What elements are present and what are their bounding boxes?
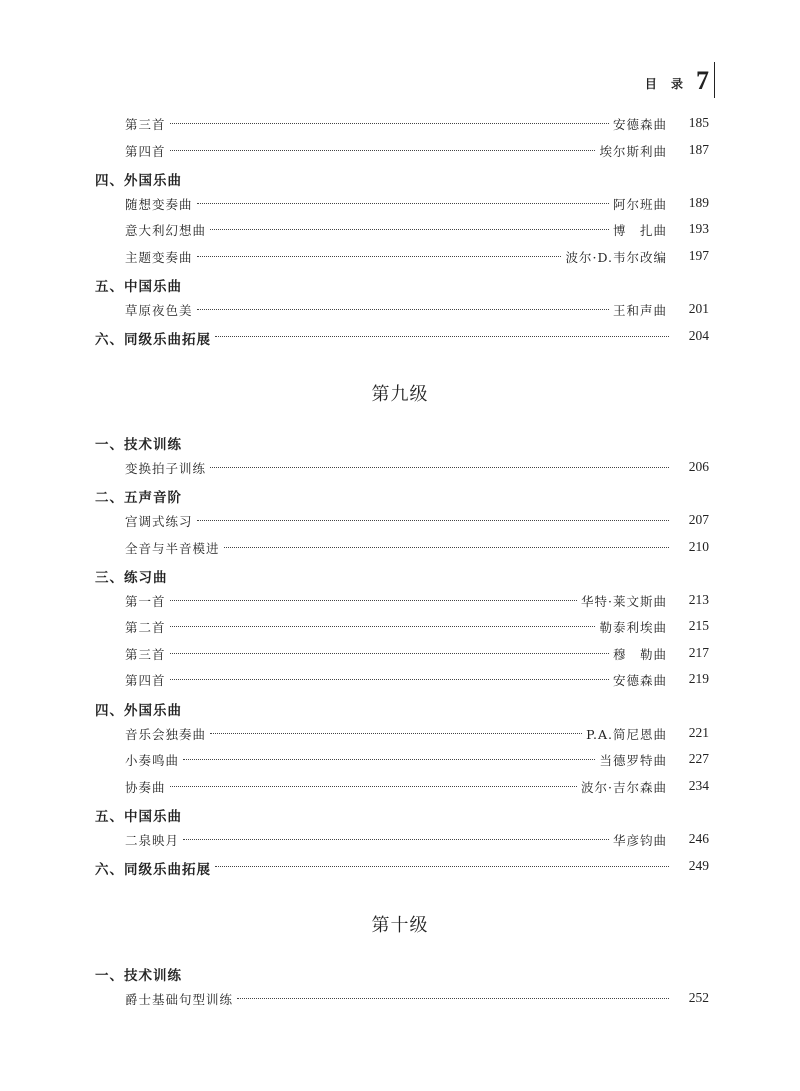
header-page-number: 7 — [696, 66, 709, 95]
entry-title: 第三首 — [125, 647, 166, 662]
entry-author: 波尔·吉尔森曲 — [581, 780, 667, 795]
toc-section-row — [0, 805, 800, 825]
entry-author: 华特·莱文斯曲 — [581, 594, 667, 609]
entry-page-number: 246 — [688, 831, 709, 846]
dot-leader — [170, 679, 609, 680]
dot-leader — [183, 759, 595, 760]
toc-entry-row — [0, 459, 800, 479]
entry-page-number: 217 — [688, 645, 709, 660]
toc-section-row — [0, 486, 800, 506]
entry-title: 意大利幻想曲 — [125, 223, 207, 238]
toc-entry-row — [0, 990, 800, 1010]
toc-entry-row — [0, 301, 800, 321]
entry-title: 第一首 — [125, 594, 166, 609]
toc-section-row — [0, 433, 800, 453]
dot-leader — [170, 600, 578, 601]
dot-leader — [237, 998, 669, 999]
toc-entry-row — [0, 618, 800, 638]
section-title: 一、技术训练 — [95, 968, 182, 984]
toc-section-row — [0, 964, 800, 984]
entry-page-number: 193 — [688, 221, 709, 236]
entry-page-number: 207 — [688, 512, 709, 527]
entry-author: 博 扎曲 — [612, 223, 667, 238]
entry-page-number: 219 — [688, 671, 709, 686]
toc-entry-row — [0, 142, 800, 162]
dot-leader — [197, 309, 609, 310]
section-title: 五、中国乐曲 — [95, 279, 182, 295]
entry-page-number: 206 — [688, 459, 709, 474]
entry-page-number: 249 — [688, 858, 709, 873]
header-rule — [714, 62, 715, 98]
entry-page-number: 185 — [688, 115, 709, 130]
toc-entry-row — [0, 778, 800, 798]
entry-title: 第四首 — [125, 144, 166, 159]
section-title: 六、同级乐曲拓展 — [95, 332, 211, 348]
entry-author: 当德罗特曲 — [599, 753, 667, 768]
entry-author: 波尔·D.韦尔改编 — [565, 250, 667, 265]
dot-leader — [197, 520, 669, 521]
section-title: 三、练习曲 — [95, 570, 168, 586]
dot-leader — [170, 786, 578, 787]
entry-title: 全音与半音模进 — [125, 541, 220, 556]
toc-entry-row — [0, 195, 800, 215]
toc-entry-row — [0, 671, 800, 691]
entry-author: P.A.简尼恩曲 — [586, 727, 667, 742]
entry-page-number: 227 — [688, 751, 709, 766]
dot-leader — [210, 733, 582, 734]
entry-title: 二泉映月 — [125, 833, 180, 848]
entry-page-number: 204 — [688, 328, 709, 343]
entry-page-number: 201 — [688, 301, 709, 316]
dot-leader — [170, 653, 609, 654]
entry-page-number: 197 — [688, 248, 709, 263]
entry-author: 安德森曲 — [612, 117, 667, 132]
section-title: 二、五声音阶 — [95, 490, 182, 506]
dot-leader — [224, 547, 669, 548]
entry-author: 勒泰利埃曲 — [599, 620, 667, 635]
dot-leader — [183, 839, 609, 840]
entry-title: 变换拍子训练 — [125, 461, 207, 476]
entry-page-number: 215 — [688, 618, 709, 633]
entry-page-number: 252 — [688, 990, 709, 1005]
entry-page-number: 221 — [688, 725, 709, 740]
section-title: 一、技术训练 — [95, 437, 182, 453]
dot-leader — [210, 467, 669, 468]
level-heading-10: 第十级 — [371, 915, 429, 936]
entry-title: 第三首 — [125, 117, 166, 132]
toc-section-row — [0, 275, 800, 295]
section-title: 四、外国乐曲 — [95, 703, 182, 719]
dot-leader — [170, 626, 596, 627]
dot-leader — [170, 150, 596, 151]
entry-title: 第四首 — [125, 673, 166, 688]
running-header — [645, 62, 709, 98]
dot-leader — [210, 229, 609, 230]
header-label: 目 录 — [644, 77, 688, 91]
toc-entry-row — [0, 831, 800, 851]
entry-author: 埃尔斯利曲 — [599, 144, 667, 159]
entry-author: 阿尔班曲 — [612, 197, 667, 212]
entry-title: 爵士基础句型训练 — [125, 992, 234, 1007]
toc-entry-row — [0, 751, 800, 771]
entry-page-number: 187 — [688, 142, 709, 157]
entry-title: 草原夜色美 — [125, 303, 193, 318]
entry-page-number: 189 — [688, 195, 709, 210]
toc-section-row — [0, 566, 800, 586]
toc-section-row — [0, 858, 800, 878]
toc-section-row — [0, 699, 800, 719]
toc-entry-row — [0, 539, 800, 559]
entry-title: 随想变奏曲 — [125, 197, 193, 212]
dot-leader — [215, 336, 669, 337]
entry-author: 华彦钧曲 — [612, 833, 667, 848]
toc-entry-row — [0, 512, 800, 532]
entry-title: 小奏鸣曲 — [125, 753, 180, 768]
dot-leader — [170, 123, 609, 124]
entry-page-number: 213 — [688, 592, 709, 607]
toc-entry-row — [0, 645, 800, 665]
dot-leader — [197, 256, 562, 257]
section-title: 六、同级乐曲拓展 — [95, 862, 211, 878]
entry-title: 第二首 — [125, 620, 166, 635]
toc-entry-row — [0, 221, 800, 241]
entry-page-number: 210 — [688, 539, 709, 554]
dot-leader — [197, 203, 609, 204]
dot-leader — [215, 866, 669, 867]
toc-entry-row — [0, 248, 800, 268]
entry-title: 主题变奏曲 — [125, 250, 193, 265]
toc-section-row — [0, 169, 800, 189]
entry-page-number: 234 — [688, 778, 709, 793]
toc-entry-row — [0, 592, 800, 612]
section-title: 五、中国乐曲 — [95, 809, 182, 825]
entry-title: 协奏曲 — [125, 780, 166, 795]
toc-entry-row — [0, 115, 800, 135]
level-heading-9: 第九级 — [371, 384, 429, 405]
entry-author: 王和声曲 — [612, 303, 667, 318]
toc-section-row — [0, 328, 800, 348]
entry-title: 宫调式练习 — [125, 514, 193, 529]
section-title: 四、外国乐曲 — [95, 173, 182, 189]
toc-entry-row — [0, 725, 800, 745]
entry-title: 音乐会独奏曲 — [125, 727, 207, 742]
entry-author: 安德森曲 — [612, 673, 667, 688]
entry-author: 穆 勒曲 — [612, 647, 667, 662]
